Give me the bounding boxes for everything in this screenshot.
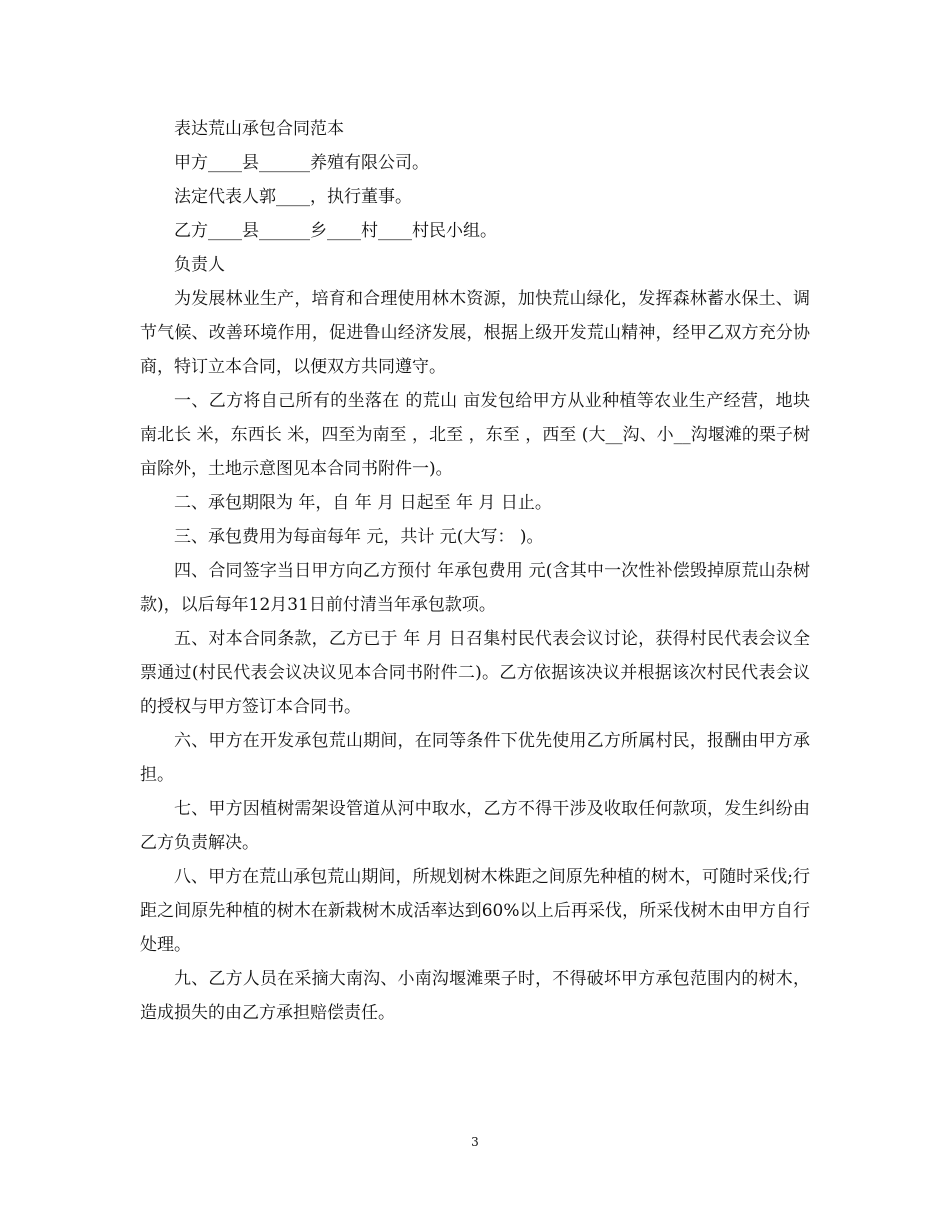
page-number: 3: [471, 1135, 479, 1149]
party-b-line: 乙方____县______乡____村____村民小组。: [174, 221, 497, 241]
clause-6: 六、甲方在开发承包荒山期间，在同等条件下优先使用乙方所属村民，报酬由甲方承担。: [140, 731, 810, 785]
clause-1: 一、乙方将自己所有的坐落在 的荒山 亩发包给甲方从业种植等农业生产经营，地块南北长 米，东西长 米，四至为南至 ，北至 ，东至 ，西至 (大__沟、小__沟堰滩的栗子树 亩除外，土地示意图见本合同书附件一)。: [140, 391, 816, 479]
legal-representative-line: 法定代表人郭____，执行董事。: [174, 187, 412, 207]
responsible-person-line: 负责人: [174, 255, 225, 275]
clause-4: 四、合同签字当日甲方向乙方预付 年承包费用 元(含其中一次性补偿毁掉原荒山杂树款)，以后每年12月31日前付清当年承包款项。: [140, 561, 810, 615]
party-a-line: 甲方____县______养殖有限公司。: [174, 153, 429, 173]
clause-7: 七、甲方因植树需架设管道从河中取水，乙方不得干涉及收取任何款项，发生纠纷由乙方负责解决。: [140, 799, 810, 853]
document-title: 表达荒山承包合同范本: [174, 119, 344, 139]
clause-5: 五、对本合同条款，乙方已于 年 月 日召集村民代表会议讨论，获得村民代表会议全票通过(村民代表会议决议见本合同书附件二)。乙方依据该决议并根据该次村民代表会议的授权与甲方签订本合同书。: [140, 629, 810, 717]
clause-8: 八、甲方在荒山承包荒山期间，所规划树木株距之间原先种植的树木，可随时采伐;行距之间原先种植的树木在新栽树木成活率达到60%以上后再采伐，所采伐树木由甲方自行处理。: [140, 867, 810, 955]
preamble-paragraph: 为发展林业生产，培育和合理使用林木资源，加快荒山绿化，发挥森林蓄水保土、调节气候、改善环境作用，促进鲁山经济发展，根据上级开发荒山精神，经甲乙双方充分协商，特订立本合同，以便双方共同遵守。: [140, 289, 810, 377]
clause-3: 三、承包费用为每亩每年 元，共计 元(大写： )。: [174, 527, 544, 547]
contract-body: [140, 112, 816, 1030]
clause-9: 九、乙方人员在采摘大南沟、小南沟堰滩栗子时，不得破坏甲方承包范围内的树木，造成损失的由乙方承担赔偿责任。: [140, 969, 810, 1023]
clause-2: 二、承包期限为 年，自 年 月 日起至 年 月 日止。: [174, 493, 552, 513]
